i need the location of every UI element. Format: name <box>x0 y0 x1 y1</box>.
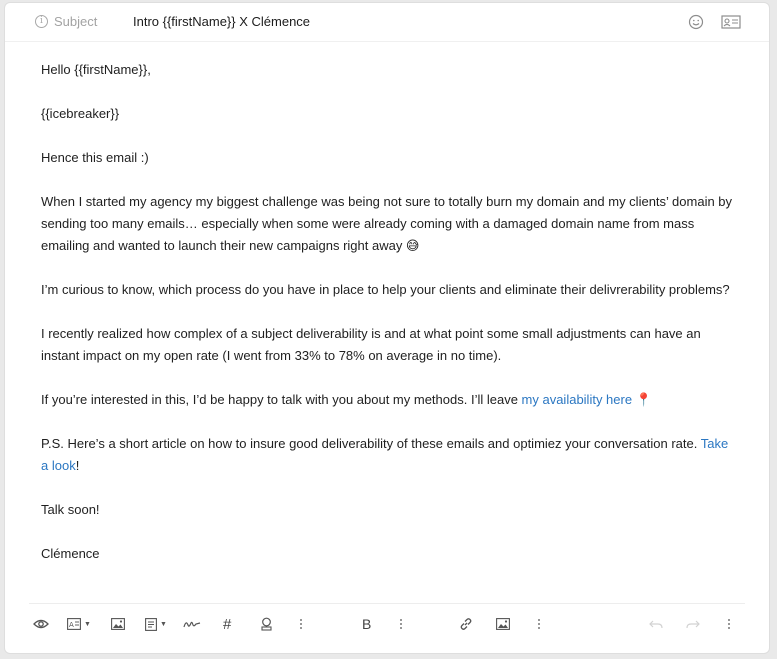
contact-card-icon[interactable] <box>721 12 741 32</box>
closing-line: Talk soon! <box>41 502 100 517</box>
subject-actions <box>686 12 741 32</box>
variable-caret-icon: ▼ <box>84 620 91 628</box>
variable-icon[interactable] <box>67 615 91 633</box>
more-icon[interactable] <box>299 615 303 633</box>
pin-emoji: 📍 <box>635 392 652 407</box>
paragraph-curious: I’m curious to know, which process do you have in place to help your clients and eliminate their delivrerability problems? <box>41 282 730 297</box>
more-media-icon[interactable] <box>537 615 541 633</box>
take-a-look-link[interactable]: Take a look <box>41 436 729 473</box>
more-history-icon[interactable] <box>727 615 731 633</box>
smiley-icon[interactable] <box>686 12 706 32</box>
subject-label-group <box>35 14 97 29</box>
availability-text: If you’re interested in this, I’d be happy to talk with you about my methods. I’ll leave <box>41 392 522 407</box>
greeting-line: Hello {{firstName}}, <box>41 62 151 77</box>
subject-input[interactable]: Intro {{firstName}} X Clémence <box>133 14 311 29</box>
email-editor <box>4 2 770 654</box>
hence-line: Hence this email :) <box>41 150 149 165</box>
paragraph-availability <box>41 389 739 411</box>
signature-line: Clémence <box>41 546 100 561</box>
link-icon[interactable] <box>459 615 473 633</box>
icebreaker-line: {{icebreaker}} <box>41 106 120 121</box>
template-icon[interactable] <box>145 615 167 633</box>
subject-label: Subject <box>54 14 98 29</box>
availability-link[interactable]: my availability here <box>521 392 633 407</box>
email-body[interactable] <box>41 59 739 587</box>
ps-text: P.S. Here’s a short article on how to insure good deliverability of these emails and optimiez your conversation rate. <box>41 436 701 451</box>
editor-toolbar <box>29 603 745 644</box>
info-icon: i <box>35 15 48 28</box>
stamp-icon[interactable] <box>260 615 273 633</box>
ps-end: ! <box>75 458 80 473</box>
template-caret-icon: ▼ <box>160 620 167 628</box>
subject-row <box>5 3 769 42</box>
hashtag-icon[interactable]: # <box>223 615 232 633</box>
image-icon[interactable] <box>111 615 125 633</box>
undo-icon[interactable] <box>649 615 663 633</box>
paragraph-ps <box>41 433 739 477</box>
svg-text:A: A <box>69 621 74 629</box>
paragraph-agency: When I started my agency my biggest challenge was being not sure to totally burn my domain and my clients’ domain by sending too many emails… especially when some were already coming with a damaged domain name from mass emailing and wanted to launch their new campaigns right away 😅 <box>41 194 733 253</box>
bold-button[interactable]: B <box>362 616 372 632</box>
redo-icon[interactable] <box>686 615 700 633</box>
media-icon[interactable] <box>496 615 510 633</box>
eye-icon[interactable] <box>33 615 49 633</box>
paragraph-deliverability: I recently realized how complex of a subject deliverability is and at what point some small adjustments can have an instant impact on my open rate (I went from 33% to 78% on average in no time). <box>41 326 701 363</box>
signature-icon[interactable] <box>183 615 201 633</box>
more-format-icon[interactable] <box>399 615 403 633</box>
